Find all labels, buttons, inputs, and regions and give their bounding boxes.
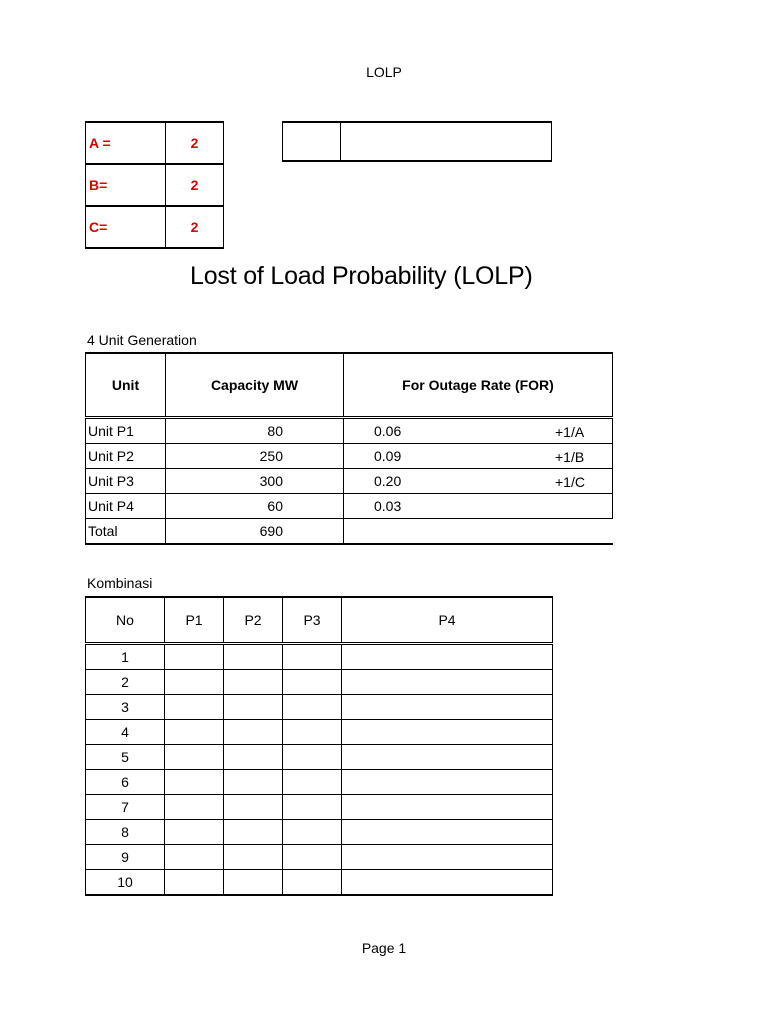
- table-row: [86, 695, 553, 720]
- empty-cell: [283, 770, 342, 795]
- empty-cell: [165, 745, 224, 770]
- blank-cell: [283, 122, 341, 161]
- empty-cell: [283, 870, 342, 896]
- table-row: [86, 745, 553, 770]
- table-row: [86, 845, 553, 870]
- row-number: 6: [86, 770, 165, 795]
- kombinasi-label: Kombinasi: [87, 575, 153, 591]
- empty-cell: [224, 670, 283, 695]
- for-note: +1/B: [555, 449, 585, 465]
- unit-cell: Unit P4: [86, 494, 166, 519]
- total-row: [86, 519, 613, 545]
- empty-cell: [342, 745, 553, 770]
- kombinasi-body: [86, 644, 553, 896]
- param-row: [86, 164, 224, 206]
- for-cell: 0.09: [344, 444, 613, 469]
- empty-cell: [224, 644, 283, 670]
- capacity-cell: 250: [166, 444, 344, 469]
- empty-cell: [283, 845, 342, 870]
- empty-cell: [342, 845, 553, 870]
- empty-cell: [283, 720, 342, 745]
- empty-cell: [342, 820, 553, 845]
- empty-cell: [165, 770, 224, 795]
- blank-box: [282, 121, 552, 162]
- empty-cell: [224, 870, 283, 896]
- table-row: [86, 644, 553, 670]
- param-row: [86, 122, 224, 164]
- capacity-cell: 300: [166, 469, 344, 494]
- empty-cell: [283, 745, 342, 770]
- param-key: A =: [86, 122, 166, 164]
- empty-cell: [165, 870, 224, 896]
- empty-cell: [342, 670, 553, 695]
- blank-cell: [341, 122, 552, 161]
- kombinasi-table: [85, 596, 553, 896]
- empty-cell: [224, 845, 283, 870]
- row-number: 9: [86, 845, 165, 870]
- unit-cell: Unit P1: [86, 418, 166, 444]
- header-p3: P3: [283, 597, 342, 644]
- table-row: [86, 820, 553, 845]
- empty-cell: [283, 695, 342, 720]
- for-note: +1/A: [555, 424, 585, 440]
- row-number: 5: [86, 745, 165, 770]
- capacity-cell: 60: [166, 494, 344, 519]
- param-row: [86, 206, 224, 248]
- header-for: For Outage Rate (FOR): [344, 353, 613, 418]
- unit-cell: Unit P3: [86, 469, 166, 494]
- param-key: B=: [86, 164, 166, 206]
- row-number: 2: [86, 670, 165, 695]
- row-number: 10: [86, 870, 165, 896]
- table-row: [86, 670, 553, 695]
- parameter-table: [85, 121, 224, 249]
- row-number: 8: [86, 820, 165, 845]
- empty-cell: [165, 820, 224, 845]
- table-row: [86, 494, 613, 519]
- empty-cell: [224, 695, 283, 720]
- for-cell: 0.20: [344, 469, 613, 494]
- param-value: 2: [166, 122, 224, 164]
- row-number: 4: [86, 720, 165, 745]
- empty-cell: [165, 644, 224, 670]
- total-label: Total: [86, 519, 166, 545]
- row-number: 7: [86, 795, 165, 820]
- header-no: No: [86, 597, 165, 644]
- table-header-row: [86, 597, 553, 644]
- table-row: [86, 770, 553, 795]
- empty-cell: [224, 795, 283, 820]
- empty-cell: [283, 670, 342, 695]
- empty-cell: [224, 820, 283, 845]
- table-row: [86, 418, 613, 444]
- empty-cell: [342, 770, 553, 795]
- empty-cell: [224, 720, 283, 745]
- table-row: [86, 469, 613, 494]
- total-capacity: 690: [166, 519, 344, 545]
- page-title: Lost of Load Probability (LOLP): [190, 262, 533, 290]
- header-capacity: Capacity MW: [166, 353, 344, 418]
- table-row: [86, 795, 553, 820]
- empty-cell: [224, 770, 283, 795]
- empty-cell: [344, 519, 613, 545]
- empty-cell: [342, 870, 553, 896]
- empty-cell: [342, 720, 553, 745]
- for-note: +1/C: [555, 474, 585, 490]
- empty-cell: [342, 644, 553, 670]
- empty-cell: [283, 795, 342, 820]
- for-cell: 0.03: [344, 494, 613, 519]
- capacity-cell: 80: [166, 418, 344, 444]
- generation-label: 4 Unit Generation: [87, 332, 197, 348]
- empty-cell: [342, 695, 553, 720]
- empty-cell: [224, 745, 283, 770]
- param-value: 2: [166, 164, 224, 206]
- empty-cell: [342, 795, 553, 820]
- header-p1: P1: [165, 597, 224, 644]
- header-p2: P2: [224, 597, 283, 644]
- table-header-row: [86, 353, 613, 418]
- table-row: [86, 720, 553, 745]
- row-number: 3: [86, 695, 165, 720]
- empty-cell: [165, 720, 224, 745]
- empty-cell: [165, 845, 224, 870]
- table-row: [86, 444, 613, 469]
- empty-cell: [165, 670, 224, 695]
- row-number: 1: [86, 644, 165, 670]
- page-footer: Page 1: [361, 940, 407, 956]
- param-value: 2: [166, 206, 224, 248]
- table-row: [86, 870, 553, 896]
- empty-cell: [283, 644, 342, 670]
- header-unit: Unit: [86, 353, 166, 418]
- header-p4: P4: [342, 597, 553, 644]
- empty-cell: [165, 795, 224, 820]
- unit-cell: Unit P2: [86, 444, 166, 469]
- generation-table: [85, 352, 613, 545]
- param-key: C=: [86, 206, 166, 248]
- for-cell: 0.06: [344, 418, 613, 444]
- empty-cell: [165, 695, 224, 720]
- page-header: LOLP: [366, 64, 402, 80]
- empty-cell: [283, 820, 342, 845]
